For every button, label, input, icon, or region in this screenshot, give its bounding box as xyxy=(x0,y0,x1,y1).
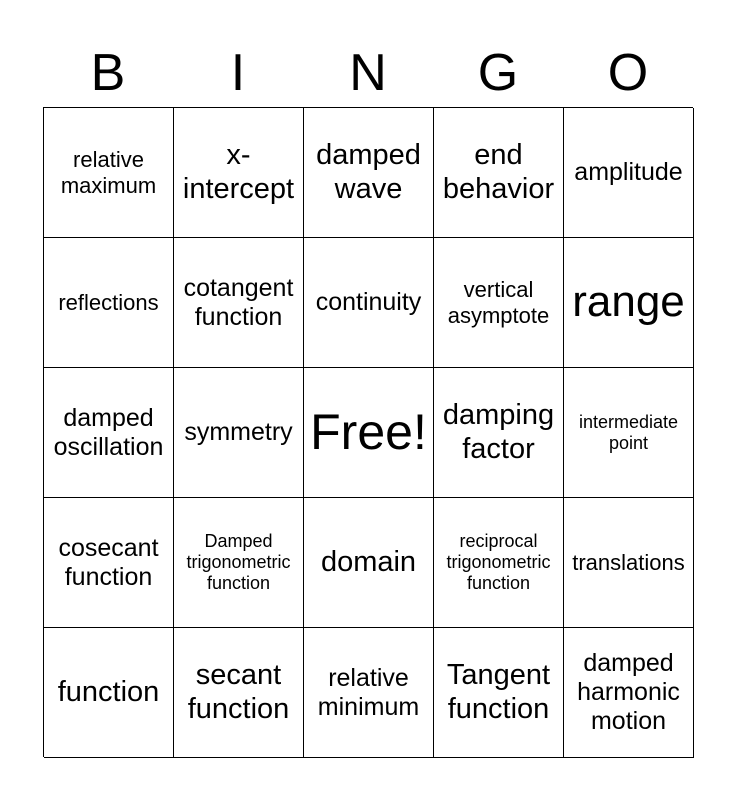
cell-text: intermediate point xyxy=(578,411,679,453)
bingo-cell xyxy=(44,628,174,758)
bingo-cell xyxy=(304,108,434,238)
cell-text: damped oscillation xyxy=(53,403,164,461)
bingo-cell xyxy=(564,108,694,238)
cell-text: damped harmonic motion xyxy=(577,649,680,735)
free-space-text: Free! xyxy=(310,403,427,460)
cell-text: function xyxy=(57,675,160,708)
header-letter-n: N xyxy=(349,44,387,102)
cell-text: vertical asymptote xyxy=(447,277,550,328)
cell-text: amplitude xyxy=(574,158,683,187)
bingo-cell xyxy=(44,108,174,238)
free-space-cell xyxy=(304,368,434,498)
bingo-cell xyxy=(44,368,174,498)
bingo-cell xyxy=(434,238,564,368)
bingo-cell xyxy=(564,368,694,498)
bingo-cell xyxy=(434,368,564,498)
cell-text: damped wave xyxy=(316,139,421,205)
bingo-cell xyxy=(174,238,304,368)
bingo-cell xyxy=(44,498,174,628)
header-letter-b: B xyxy=(90,44,126,102)
cell-text: domain xyxy=(320,545,417,578)
cell-text: range xyxy=(572,277,685,327)
cell-text: damping factor xyxy=(442,399,555,465)
bingo-header xyxy=(43,40,693,106)
bingo-cell xyxy=(174,628,304,758)
cell-text: cosecant function xyxy=(58,533,159,591)
bingo-cell xyxy=(434,628,564,758)
bingo-cell xyxy=(304,628,434,758)
bingo-cell xyxy=(304,498,434,628)
bingo-cell xyxy=(434,108,564,238)
header-letter-i: I xyxy=(230,44,246,102)
bingo-cell xyxy=(304,238,434,368)
bingo-cell xyxy=(564,498,694,628)
bingo-cell xyxy=(564,628,694,758)
bingo-cell xyxy=(174,108,304,238)
bingo-cell xyxy=(174,368,304,498)
cell-text: secant function xyxy=(187,659,290,725)
cell-text: reflections xyxy=(58,289,159,315)
cell-text: continuity xyxy=(315,288,422,317)
cell-text: relative maximum xyxy=(60,147,157,198)
bingo-cell xyxy=(44,238,174,368)
cell-text: symmetry xyxy=(184,418,293,447)
cell-text: reciprocal trigonometric function xyxy=(446,531,551,593)
header-letter-o: O xyxy=(607,44,649,102)
cell-text: Damped trigonometric function xyxy=(186,531,291,593)
cell-text: translations xyxy=(572,549,685,575)
header-letter-g: G xyxy=(477,44,519,102)
cell-text: Tangent function xyxy=(446,659,551,725)
cell-text: end behavior xyxy=(442,139,555,205)
bingo-cell xyxy=(434,498,564,628)
cell-text: relative minimum xyxy=(317,663,420,721)
cell-text: cotangent function xyxy=(183,273,294,331)
bingo-card-grid xyxy=(43,107,693,757)
bingo-cell xyxy=(564,238,694,368)
bingo-cell xyxy=(174,498,304,628)
cell-text: x-intercept xyxy=(182,139,295,205)
